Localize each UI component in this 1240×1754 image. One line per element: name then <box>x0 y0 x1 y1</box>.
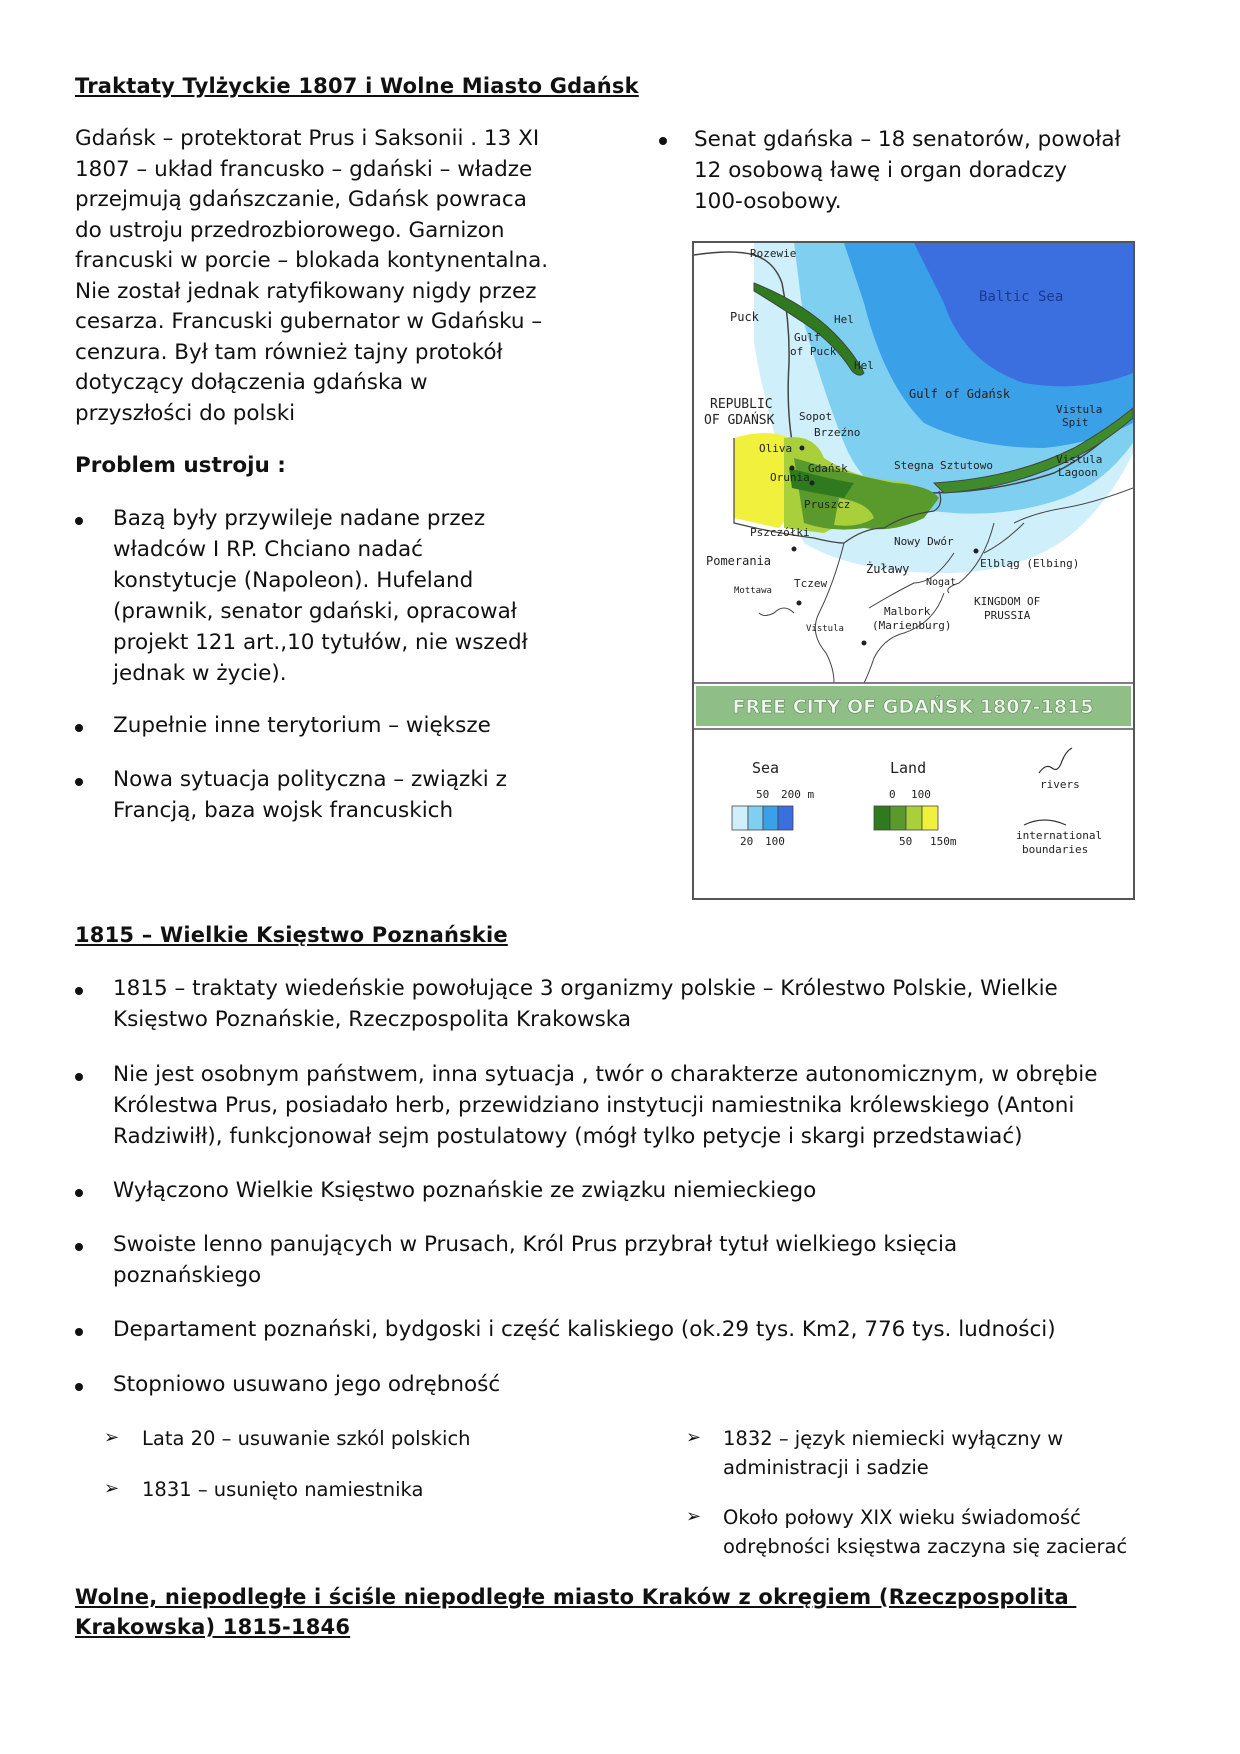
bullet-line: Zupełnie inne terytorium – większe <box>113 713 491 738</box>
bullet-line: Nie jest osobnym państwem, inna sytuacja , twór o charakterze autonomicznym, w obrębie <box>113 1062 1098 1087</box>
label-stegna: Stegna <box>894 459 934 472</box>
map-svg <box>694 243 1133 898</box>
legend-boundaries: boundaries <box>1022 843 1089 856</box>
land-swatch <box>906 806 922 830</box>
label-tczew: Tczew <box>794 577 828 590</box>
poznan-bullet <box>113 1059 1183 1152</box>
paragraph-line: przyszłości do polski <box>75 400 296 426</box>
legend-land: Land <box>890 759 927 777</box>
label-gdansk: Gdańsk <box>808 462 848 475</box>
map-title: FREE CITY OF GDAŃSK 1807-1815 <box>732 696 1094 718</box>
gdansk-map <box>692 241 1135 900</box>
bullet-line: Francją, baza wojsk francuskich <box>113 798 454 823</box>
label-hel: Hel <box>834 313 854 326</box>
problem-bullet <box>113 710 613 741</box>
legend-sea-top: 200 m <box>781 788 815 801</box>
label-baltic-sea: Baltic Sea <box>979 289 1064 305</box>
label-gulf-puck: Gulf <box>794 331 821 344</box>
paragraph-line: do ustroju przedrozbiorowego. Garnizon <box>75 217 505 243</box>
label-pruszcz: Pruszcz <box>804 498 851 511</box>
bullet-line: Senat gdańska – 18 senatorów, powołał <box>694 127 1121 152</box>
legend-land-top: 100 <box>911 788 931 801</box>
label-sztutowo: Sztutowo <box>940 459 993 472</box>
title-line: Krakowska) 1815-1846 <box>75 1615 351 1639</box>
bullet-line: Około połowy XIX wieku świadomość <box>723 1506 1081 1529</box>
label-vistula-spit: Spit <box>1062 416 1089 429</box>
label-oliva: Oliva <box>759 442 793 455</box>
sub-bullet: 1831 – usunięto namiestnika <box>142 1478 424 1501</box>
label-gulf-gdansk: Gulf of Gdańsk <box>909 387 1011 401</box>
poznan-bullet <box>113 1369 1173 1400</box>
bullet-dot <box>75 1383 83 1391</box>
bullet-dot <box>75 987 83 995</box>
bullet-line: projekt 121 art.,10 tytułów, nie wszedł <box>113 630 528 655</box>
label-pszczolki: Pszczółki <box>750 526 810 539</box>
label-vistula-spit: Vistula <box>1056 403 1103 416</box>
label-vistula-lagoon: Lagoon <box>1058 466 1098 479</box>
section-title-poznan: 1815 – Wielkie Księstwo Poznańskie <box>75 923 508 947</box>
label-vistula: Vistula <box>806 624 844 634</box>
poznan-bullet <box>113 973 1173 1035</box>
legend-land-top: 0 <box>889 788 896 801</box>
legend-sea: Sea <box>752 759 780 777</box>
city-dot <box>974 549 979 554</box>
bullet-line: (prawnik, senator gdański, opracował <box>113 599 517 624</box>
sub-bullet: Lata 20 – usuwanie szkól polskich <box>142 1427 471 1450</box>
paragraph-line: dotyczący dołączenia gdańska w <box>75 370 428 395</box>
title-line: Wolne, niepodległe i ściśle niepodległe miasto Kraków z okręgiem (Rzeczpospolita <box>75 1585 1077 1609</box>
bullet-line: Departament poznański, bydgoski i część kaliskiego (ok.29 tys. Km2, 776 tys. ludności) <box>113 1317 1056 1342</box>
label-puck: Puck <box>730 310 759 324</box>
legend-boundaries: international <box>1016 829 1103 842</box>
label-orunia: Orunia <box>770 471 810 484</box>
bullet-line: Księstwo Poznańskie, Rzeczpospolita Krakowska <box>113 1007 632 1032</box>
bullet-line: Bazą były przywileje nadane przez <box>113 506 486 531</box>
label-rozewie: Rozewie <box>750 247 797 260</box>
bullet-dot <box>75 778 83 786</box>
problem-heading: Problem ustroju : <box>75 453 286 478</box>
paragraph-line: francuski w porcie – blokada kontynentalna. <box>75 248 549 273</box>
bullet-dot <box>75 1073 83 1081</box>
label-malbork: (Marienburg) <box>872 619 952 632</box>
legend-sea-top: 50 <box>756 788 770 801</box>
bullet-line: Wyłączono Wielkie Księstwo poznańskie ze związku niemieckiego <box>113 1178 817 1203</box>
legend-sea-bottom: 20 <box>740 835 754 848</box>
river-symbol <box>1039 748 1072 773</box>
city-dot <box>792 547 797 552</box>
bullet-line: jednak w życie). <box>113 661 287 686</box>
label-kingdom: PRUSSIA <box>984 609 1031 622</box>
paragraph-line: 1807 – układ francusko – gdański – władze <box>75 156 533 182</box>
sub-bullet <box>723 1425 1183 1482</box>
label-zulawy: Żuławy <box>866 562 910 576</box>
section-title-krakow <box>75 1582 1076 1642</box>
bullet-line: Swoiste lenno panujących w Prusach, Król Prus przybrał tytuł wielkiego księcia <box>113 1232 958 1257</box>
city-dot <box>810 481 815 486</box>
label-mottawa: Mottawa <box>734 586 772 596</box>
paragraph-line: cesarza. Francuski gubernator w Gdańsku – <box>75 309 543 334</box>
bullet-dot <box>75 724 83 732</box>
bullet-dot <box>75 1328 83 1336</box>
senat-bullet <box>694 124 1174 217</box>
arrow-bullet-icon: ➢ <box>686 1427 702 1448</box>
bullet-line: Nowa sytuacja polityczna – związki z <box>113 767 507 792</box>
poznan-bullet <box>113 1314 1173 1345</box>
city-dot <box>800 446 805 451</box>
bullet-line: konstytucje (Napoleon). Hufeland <box>113 568 474 593</box>
land-swatch <box>874 806 890 830</box>
label-elblag: Elbląg (Elbing) <box>980 557 1080 570</box>
bullet-dot <box>75 517 83 525</box>
sea-swatch <box>732 806 748 830</box>
paragraph-line: Nie został jednak ratyfikowany nigdy przez <box>75 278 537 304</box>
city-dot <box>790 466 795 471</box>
sea-swatch <box>778 806 793 830</box>
city-dot <box>862 641 867 646</box>
problem-bullet <box>113 503 613 689</box>
arrow-bullet-icon: ➢ <box>104 1427 120 1448</box>
label-sopot: Sopot <box>799 410 833 423</box>
section-title-tilsit: Traktaty Tylżyckie 1807 i Wolne Miasto Gdańsk <box>75 74 639 98</box>
bullet-line: 1832 – język niemiecki wyłączny w <box>723 1427 1064 1450</box>
label-brzezno: Brzeźno <box>814 426 861 439</box>
bullet-line: poznańskiego <box>113 1263 262 1288</box>
sub-bullet <box>723 1504 1203 1561</box>
paragraph-line: cenzura. Był tam również tajny protokół <box>75 339 503 365</box>
arrow-bullet-icon: ➢ <box>104 1478 120 1499</box>
bullet-line: 1815 – traktaty wiedeńskie powołujące 3 organizmy polskie – Królestwo Polskie, Wielkie <box>113 976 1058 1001</box>
land-swatch <box>890 806 906 830</box>
bullet-line: 100-osobowy. <box>694 189 842 214</box>
label-pomerania: Pomerania <box>706 554 772 568</box>
legend-sea-bottom: 100 <box>765 835 785 848</box>
label-nowy-dwor: Nowy Dwór <box>894 535 954 548</box>
problem-bullet <box>113 764 613 826</box>
bullet-dot <box>75 1243 83 1251</box>
legend-rivers: rivers <box>1040 778 1080 791</box>
label-vistula-lagoon: Vistula <box>1056 453 1103 466</box>
legend-land-bottom: 150m <box>930 835 957 848</box>
land-swatch <box>922 806 938 830</box>
paragraph-line: Gdańsk – protektorat Prus i Saksonii . 13 XI <box>75 126 540 151</box>
label-hel-point: Hel <box>854 359 874 372</box>
bullet-line: administracji i sadzie <box>723 1455 929 1479</box>
bullet-line: odrębności księstwa zaczyna się zacierać <box>723 1534 1128 1558</box>
label-republic: REPUBLIC <box>710 397 773 412</box>
paragraph-line: przejmują gdańszczanie, Gdańsk powraca <box>75 187 527 212</box>
bullet-line: Królestwa Prus, posiadało herb, przewidziano instytucji namiestnika królewskiego (Antoni <box>113 1093 1075 1118</box>
gdansk-paragraph <box>75 124 595 429</box>
label-malbork: Malbork <box>884 605 931 618</box>
boundary-symbol <box>1024 820 1066 825</box>
label-gulf-puck: of Puck <box>790 345 837 358</box>
bullet-line: władców I RP. Chciano nadać <box>113 537 423 562</box>
label-republic: OF GDAŃSK <box>704 413 775 428</box>
legend-land-bottom: 50 <box>899 835 913 848</box>
poznan-bullet <box>113 1229 1173 1291</box>
arrow-bullet-icon: ➢ <box>686 1506 702 1527</box>
city-dot <box>797 601 802 606</box>
bullet-dot <box>75 1189 83 1197</box>
bullet-line: Stopniowo usuwano jego odrębność <box>113 1372 501 1397</box>
sea-swatch <box>748 806 763 830</box>
poznan-bullet <box>113 1175 1173 1206</box>
bullet-line: 12 osobową ławę i organ doradczy <box>694 158 1068 183</box>
label-kingdom: KINGDOM OF <box>974 595 1041 608</box>
bullet-line: Radziwiłł), funkcjonował sejm postulatowy (mógł tylko petycje i skargi przedstawiać) <box>113 1124 1023 1149</box>
label-nogat: Nogat <box>926 577 957 588</box>
bullet-dot <box>659 137 667 145</box>
sea-swatch <box>763 806 778 830</box>
